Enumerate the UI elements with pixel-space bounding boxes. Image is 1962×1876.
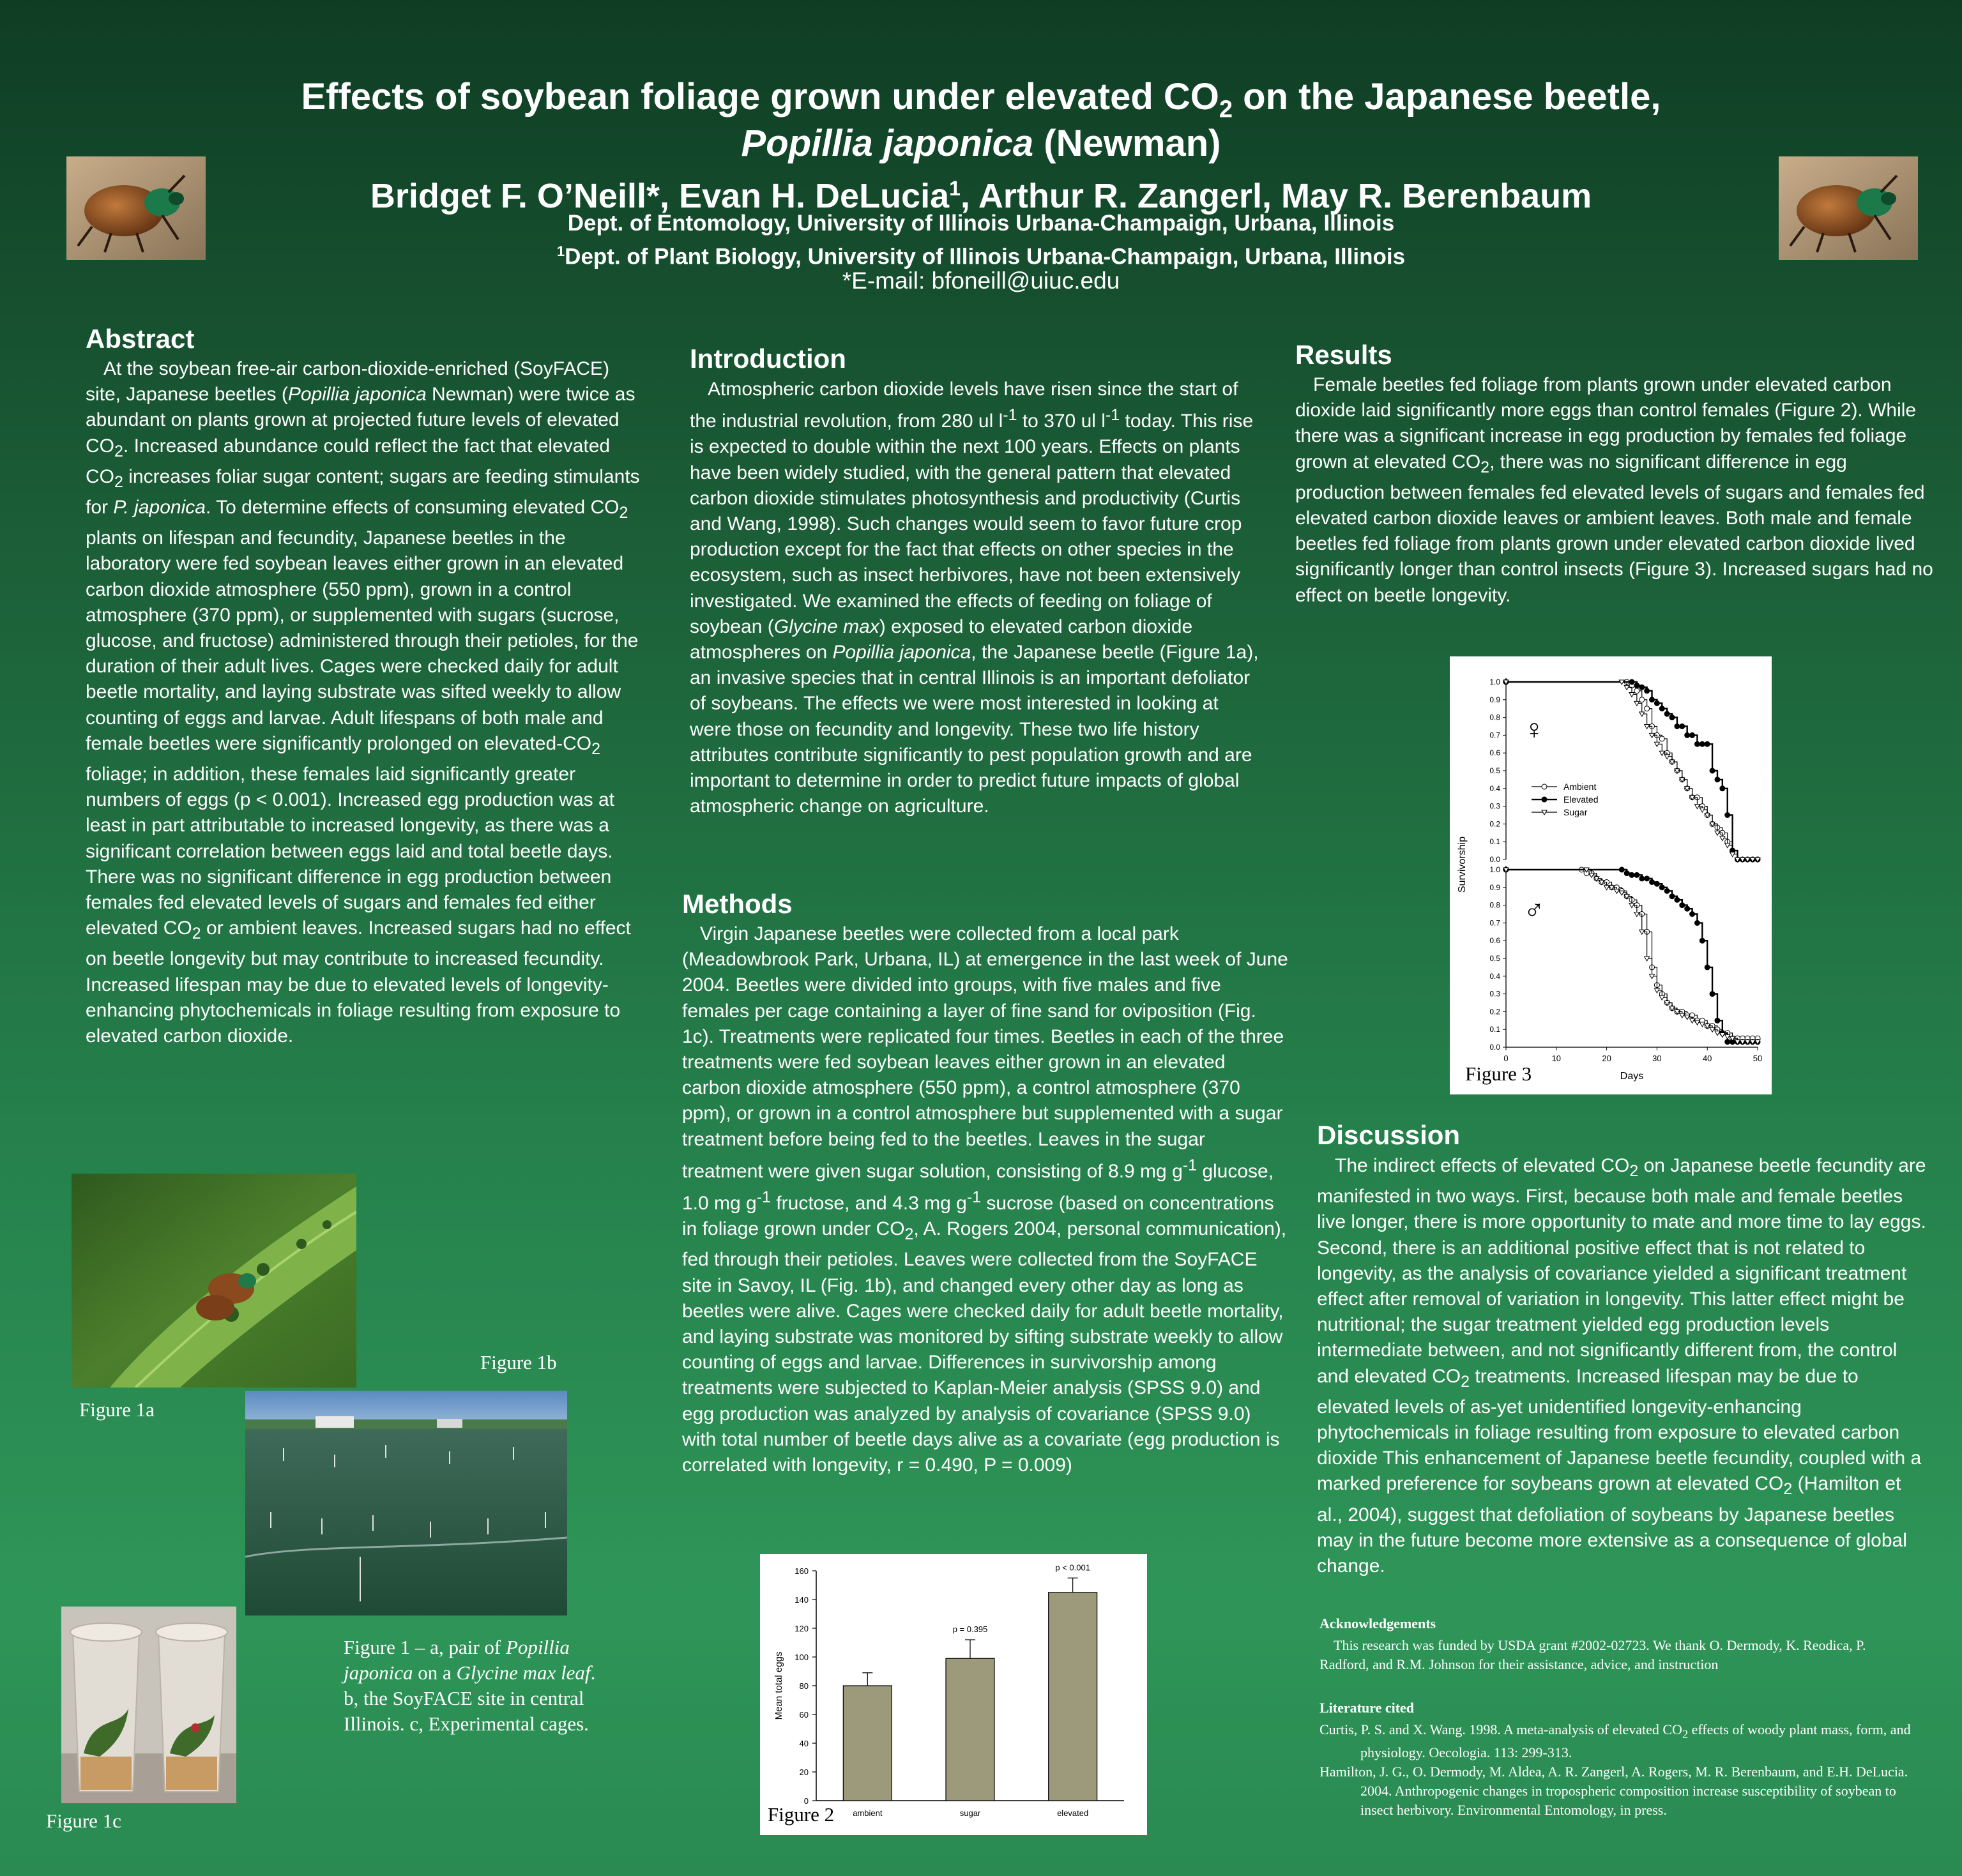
point-elevated xyxy=(1705,741,1710,746)
bar-elevated xyxy=(1049,1592,1097,1801)
x-tick-label: 40 xyxy=(1702,1054,1712,1063)
y-tick-label: 0.0 xyxy=(1489,855,1500,864)
p-value-label: p = 0.395 xyxy=(952,1624,988,1634)
point-elevated xyxy=(1624,871,1629,876)
point-elevated xyxy=(1664,888,1669,893)
x-tick-label: sugar xyxy=(959,1808,981,1818)
figure-1b-photo xyxy=(245,1391,567,1615)
x-tick-label: ambient xyxy=(853,1808,883,1818)
y-tick-label: 1.0 xyxy=(1489,677,1500,686)
x-tick-label: 0 xyxy=(1503,1054,1509,1063)
point-elevated xyxy=(1690,732,1695,738)
point-elevated xyxy=(1700,741,1705,746)
discussion-text: The indirect effects of elevated $CO_2$ on Japanese beetle fecundity are manifested in two ways. First, because both male and female beetles live longer, there is more opportunity to mate and more time to lay eggs. Second, there is an additional positive effect that is not related to longevity, as the analysis of covariance yielded a significant treatment effect after removal of variation in longevity. This latter effect might be nutritional; the sugar treatment yielded egg production levels intermediate between, and not significantly different from, the control and elevated $CO_2$ treatments. Increased lifespan may be due to elevated levels of as-yet unidentified longevity-enhancing phytochemicals in foliage resulting from exposure to elevated carbon dioxide This enhancement of Japanese beetle fecundity, coupled with a marked preference for soybeans grown at elevated $CO_2$ (Hamilton et al., 2004), suggest that defoliation of soybeans by Japanese beetles may in the future become more extensive as a consequence of global change. xyxy=(1317,1155,1926,1577)
male-symbol: ♂ xyxy=(1523,894,1545,926)
affiliation-1: Dept. of Entomology, University of Illinois Urbana-Champaign, Urbana, Illinois xyxy=(567,211,1395,236)
acknowledgements-text: This research was funded by USDA grant #2002-02723. We thank O. Dermody, K. Reodica, P. Radford, and R.M. Johnson for their assistance, advice, and instruction xyxy=(1319,1637,1866,1672)
results-text: Female beetles fed foliage from plants grown under elevated carbon dioxide laid significantly more eggs than control females (Figure 2). While there was a significant increase in egg production by females fed foliage grown at elevated $CO_2$, there was no significant difference in egg production between females fed elevated levels of sugars and females fed elevated carbon dioxide leaves or ambient leaves. Both male and female beetles fed foliage from plants grown under elevated carbon dioxide lived significantly longer than control insects (Figure 3). Increased sugars had no effect on beetle longevity. xyxy=(1295,374,1933,606)
point-elevated xyxy=(1629,872,1634,877)
x-tick-label: 20 xyxy=(1602,1054,1611,1063)
y-tick-label: 0.5 xyxy=(1489,766,1500,775)
point-elevated xyxy=(1680,903,1685,908)
point-elevated xyxy=(1685,906,1690,911)
y-tick-label: 0.5 xyxy=(1489,954,1500,963)
point-ambient xyxy=(1639,697,1645,702)
point-elevated xyxy=(1700,938,1705,943)
y-tick-label: 40 xyxy=(799,1739,809,1748)
point-elevated xyxy=(1639,876,1645,881)
point-elevated xyxy=(1705,965,1710,970)
y-tick-label: 0.2 xyxy=(1489,819,1500,829)
point-elevated xyxy=(1639,685,1645,690)
point-elevated xyxy=(1654,881,1659,886)
y-tick-label: 0.0 xyxy=(1489,1043,1500,1052)
point-ambient xyxy=(1645,706,1650,711)
authors: Bridget F. O’Neill*, Evan H. DeLucia$^1$, Arthur R. Zangerl, May R. Berenbaum xyxy=(370,177,1592,215)
y-tick-label: 0.9 xyxy=(1489,882,1500,892)
point-elevated xyxy=(1619,867,1624,872)
poster-title-line2: Popillia japonica (Newman) xyxy=(741,123,1221,164)
point-ambient xyxy=(1634,688,1639,693)
point-elevated xyxy=(1725,813,1730,818)
figure-2-label: Figure 2 xyxy=(768,1803,835,1826)
point-elevated xyxy=(1659,706,1664,711)
introduction-text: Atmospheric carbon dioxide levels have risen since the start of the industrial revolution, from 280 ul $l^{-1}$ to 370 ul $l^{-1}$ today. This rise is expected to double within the next 100 years. Effects on plants have been widely studied, with the general pattern that elevated carbon dioxide stimulates photosynthesis and productivity (Curtis and Wang, 1998). Such changes would seem to favor future crop production except for the fact that effects on other species in the ecosystem, such as insect herbivores, have not been extensively investigated. We examined the effects of feeding on foliage of soybean (Glycine max) exposed to elevated carbon dioxide atmospheres on Popillia japonica, the Japanese beetle (Figure 1a), an invasive species that in central Illinois is an important defoliator of soybeans. The effects we were most interested in looking at were those on fecundity and longevity. These two life history attributes contribute significantly to pest population growth and are important to determine in order to predict future impacts of global atmospheric change on agriculture. xyxy=(690,379,1259,817)
point-elevated xyxy=(1685,732,1690,738)
y-axis-label: Mean total eggs xyxy=(773,1651,784,1720)
bar-sugar xyxy=(946,1658,994,1801)
point-elevated xyxy=(1669,715,1675,720)
y-tick-label: 140 xyxy=(795,1595,809,1605)
point-elevated xyxy=(1680,724,1685,729)
figure-3-chart xyxy=(1450,656,1772,1094)
legend-marker-elevated xyxy=(1542,797,1547,802)
female-symbol: ♀ xyxy=(1523,713,1545,745)
y-tick-label: 0.1 xyxy=(1489,837,1500,847)
y-tick-label: 0.7 xyxy=(1489,918,1500,928)
figure-2-chart xyxy=(760,1554,1147,1835)
y-tick-label: 80 xyxy=(799,1681,809,1691)
methods-text: Virgin Japanese beetles were collected from a local park (Meadowbrook Park, Urbana, IL) at emergence in the last week of June 2004. Beetles were divided into groups, with five males and five females per cage containing a layer of fine sand for oviposition (Fig. 1c). Treatments were replicated four times. Beetles in each of the three treatments were fed soybean leaves either grown in an elevated carbon dioxide atmosphere (550 ppm), a control atmosphere (370 ppm), or grown in a control atmosphere but supplemented with a sugar treatment before being fed to the beetles. Leaves in the sugar treatment were given sugar solution, consisting of 8.9 mg $g^{-1}$ glucose, 1.0 mg $g^{-1}$ fructose, and 4.3 mg $g^{-1}$ sucrose (based on concentrations in foliage grown under $CO_2$, A. Rogers 2004, personal communication), fed through their petioles. Leaves were collected from the SoyFACE site in Savoy, IL (Fig. 1b), and changed every other day as long as beetles were alive. Cages were checked daily for adult beetle mortality, and laying substrate was monitored by sifting substrate weekly to allow counting of eggs and larvae. Differences in survivorship among treatments were subjected to Kaplan-Meier analysis (SPSS 9.0) and egg production was analyzed by analysis of covariance (SPSS 9.0) with total number of beetle days alive as a covariate (egg production is correlated with longevity, r = 0.490, P = 0.009) xyxy=(682,923,1288,1476)
y-tick-label: 0.6 xyxy=(1489,936,1500,946)
x-axis-label: Days xyxy=(1620,1071,1644,1082)
point-elevated xyxy=(1720,786,1725,791)
email: *E-mail: bfoneill@uiuc.edu xyxy=(842,268,1120,294)
reference-item: Hamilton, J. G., O. Dermody, M. Aldea, A. R. Zangerl, A. Rogers, M. R. Berenbaum, and E.H. DeLucia. 2004. Anthropogenic changes in tropospheric composition increase susceptibility of soybean to insect herbivory. Environmental Entomology, in press. xyxy=(1319,1764,1908,1819)
point-elevated xyxy=(1715,1018,1720,1023)
y-tick-label: 0.4 xyxy=(1489,971,1500,981)
y-tick-label: 0.2 xyxy=(1489,1007,1500,1017)
point-elevated xyxy=(1675,897,1680,902)
y-tick-label: 160 xyxy=(795,1566,809,1576)
abstract-heading: Abstract xyxy=(86,324,195,354)
figure-1c-photo xyxy=(61,1607,236,1803)
y-tick-label: 0 xyxy=(803,1796,809,1806)
figure-1b-label: Figure 1b xyxy=(480,1351,557,1373)
y-tick-label: 0.3 xyxy=(1489,989,1500,999)
results-heading: Results xyxy=(1295,340,1392,370)
figure-1c-label: Figure 1c xyxy=(46,1810,121,1832)
legend-marker-ambient xyxy=(1542,784,1547,789)
y-tick-label: 0.7 xyxy=(1489,730,1500,740)
point-elevated xyxy=(1645,688,1650,693)
point-elevated xyxy=(1694,741,1700,746)
y-tick-label: 1.0 xyxy=(1489,865,1500,874)
beetle-photo-right xyxy=(1779,156,1918,260)
point-elevated xyxy=(1694,920,1700,925)
abstract-text: At the soybean free-air carbon-dioxide-enriched (SoyFACE) site, Japanese beetles (Popillia japonica Newman) were twice as abundant on plants grown at projected future levels of elevated $CO_2$. Increased abundance could reflect the fact that elevated $CO_2$ increases foliar sugar content; sugars are feeding stimulants for P. japonica. To determine effects of consuming elevated $CO_2$ plants on lifespan and fecundity, Japanese beetles in the laboratory were fed soybean leaves either grown in an elevated carbon dioxide atmosphere (550 ppm), grown in a control atmosphere (370 ppm), or supplemented with sugars (sucrose, glucose, and fructose) administered through their petioles, for the duration of their adult lives. Cages were checked daily for adult beetle mortality, and laying substrate was sifted weekly to allow counting of eggs and larvae. Adult lifespans of both male and female beetles were significantly prolonged on elevated-$CO_2$ foliage; in addition, these females laid significantly greater numbers of eggs (p < 0.001). Increased egg production was at least in part attributable to increased longevity, as there was a significant correlation between eggs laid and total beetle days. There was no significant difference in egg production between females fed elevated levels of sugars and females fed either elevated $CO_2$ or ambient leaves. Increased sugars had no effect on beetle longevity but may contribute to increased fecundity. Increased lifespan may be due to elevated levels of longevity-enhancing phytochemicals in foliage resulting from exposure to elevated carbon dioxide. xyxy=(86,358,640,1047)
introduction-heading: Introduction xyxy=(690,344,846,374)
y-tick-label: 0.8 xyxy=(1489,713,1500,722)
point-elevated xyxy=(1634,683,1639,688)
point-elevated xyxy=(1629,679,1634,685)
figure-1a-label: Figure 1a xyxy=(79,1398,155,1421)
point-elevated xyxy=(1690,912,1695,917)
legend-label-elevated: Elevated xyxy=(1563,794,1599,805)
figure-3-label: Figure 3 xyxy=(1465,1063,1532,1085)
legend-label-sugar: Sugar xyxy=(1563,807,1588,818)
discussion-heading: Discussion xyxy=(1317,1120,1461,1150)
point-elevated xyxy=(1669,894,1675,899)
affiliation-2: $^1$Dept. of Plant Biology, University of Illinois Urbana-Champaign, Urbana, Illinois xyxy=(556,243,1406,269)
point-elevated xyxy=(1650,697,1655,702)
acknowledgements xyxy=(1319,1614,1913,1674)
survival-line-sugar xyxy=(1506,682,1758,859)
y-tick-label: 20 xyxy=(799,1767,809,1777)
y-tick-label: 0.6 xyxy=(1489,748,1500,758)
y-axis-label: Survivorship xyxy=(1457,836,1468,893)
y-tick-label: 0.8 xyxy=(1489,900,1500,910)
point-ambient xyxy=(1659,736,1664,741)
literature-heading: Literature cited xyxy=(1319,1700,1415,1716)
y-tick-label: 0.9 xyxy=(1489,695,1500,704)
y-tick-label: 60 xyxy=(799,1710,809,1720)
point-elevated xyxy=(1715,777,1720,782)
figure-1-caption: Figure 1 – a, pair of Popillia japonica on a Glycine max leaf. b, the SoyFACE site in central Illinois. c, Experimental cages. xyxy=(344,1636,596,1735)
reference-item: Curtis, P. S. and X. Wang. 1998. A meta-analysis of elevated $CO_2$ effects of woody plant mass, form, and physiology. Oecologia. 113: 299-313. xyxy=(1319,1721,1911,1761)
point-elevated xyxy=(1650,879,1655,884)
x-tick-label: 50 xyxy=(1753,1054,1763,1063)
y-tick-label: 100 xyxy=(795,1653,809,1662)
point-elevated xyxy=(1725,1040,1730,1045)
point-elevated xyxy=(1710,992,1715,997)
point-elevated xyxy=(1710,768,1715,773)
beetle-photo-left xyxy=(66,156,206,260)
y-tick-label: 0.4 xyxy=(1489,783,1500,793)
x-tick-label: elevated xyxy=(1057,1808,1089,1818)
point-elevated xyxy=(1654,700,1659,706)
methods-heading: Methods xyxy=(682,889,793,919)
point-elevated xyxy=(1645,876,1650,881)
point-elevated xyxy=(1664,711,1669,716)
x-tick-label: 10 xyxy=(1551,1054,1562,1063)
bar-ambient xyxy=(843,1686,892,1801)
y-tick-label: 0.3 xyxy=(1489,801,1500,811)
x-tick-label: 30 xyxy=(1652,1054,1662,1063)
acknowledgements-heading: Acknowledgements xyxy=(1319,1615,1436,1631)
figure-1a-photo xyxy=(72,1174,356,1388)
point-elevated xyxy=(1675,724,1680,729)
literature-cited xyxy=(1319,1698,1913,1820)
legend-label-ambient: Ambient xyxy=(1563,782,1597,792)
point-elevated xyxy=(1659,885,1664,890)
y-tick-label: 0.1 xyxy=(1489,1025,1500,1034)
poster-title-line1: Effects of soybean foliage grown under elevated $CO_2$ on the Japanese beetle, xyxy=(301,76,1661,123)
y-tick-label: 120 xyxy=(795,1624,809,1633)
p-value-label: p < 0.001 xyxy=(1055,1562,1090,1573)
point-elevated xyxy=(1634,872,1639,877)
